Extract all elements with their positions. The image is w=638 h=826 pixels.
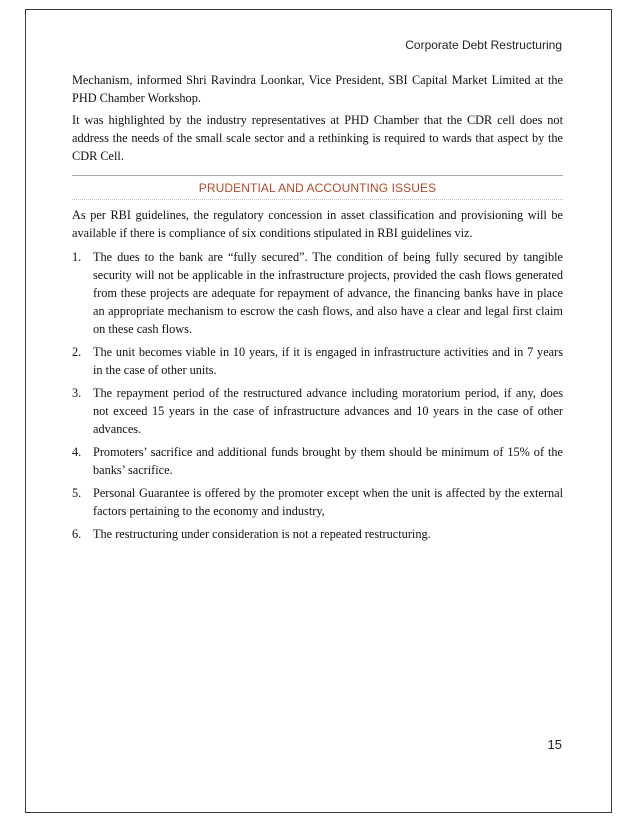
list-item-text: Promoters’ sacrifice and additional funds brought by them should be minimum of 15% of the banks’ sacrifice. [93, 445, 563, 477]
list-item-number: 1. [72, 250, 82, 264]
list-item-number: 3. [72, 386, 82, 400]
running-header: Corporate Debt Restructuring [405, 38, 562, 52]
list-item-number: 5. [72, 486, 82, 500]
list-item-text: The dues to the bank are “fully secured”. The condition of being fully secured by tangible security will not be applicable in the infrastructure projects, provided the cash flows generated from these projects are adequate for repayment of advance, the financing banks have in place an appropriate mechanism to escrow the cash flows, and also have a clear and legal first claim on these cash flows. [93, 250, 563, 336]
list-item-text: The restructuring under consideration is not a repeated restructuring. [93, 527, 431, 541]
list-item-number: 6. [72, 527, 82, 541]
list-item [72, 525, 563, 543]
list-item [72, 384, 563, 438]
list-item [72, 443, 563, 479]
list-item-text: Personal Guarantee is offered by the promoter except when the unit is affected by the external factors pertaining to the economy and industry, [93, 486, 563, 518]
list-item [72, 343, 563, 379]
section-heading: PRUDENTIAL AND ACCOUNTING ISSUES [72, 175, 563, 200]
list-item-text: The unit becomes viable in 10 years, if it is engaged in infrastructure activities and in 7 years in the case of other units. [93, 345, 563, 377]
list-item-number: 2. [72, 345, 82, 359]
conditions-list [72, 248, 563, 543]
paragraph-phd-chamber: It was highlighted by the industry representatives at PHD Chamber that the CDR cell does not address the needs of the small scale sector and a rethinking is required to wards that aspect by the CDR Cell. [72, 113, 563, 163]
list-item [72, 484, 563, 520]
list-item-number: 4. [72, 445, 82, 459]
section-intro: As per RBI guidelines, the regulatory concession in asset classification and provisioning will be available if there is compliance of six conditions stipulated in RBI guidelines viz. [72, 208, 563, 240]
page-number: 15 [547, 737, 562, 752]
document-body [72, 71, 563, 548]
list-item-text: The repayment period of the restructured advance including moratorium period, if any, does not exceed 15 years in the case of infrastructure advances and 10 years in the case of other advances. [93, 386, 563, 436]
list-item [72, 248, 563, 338]
paragraph-continuation: Mechanism, informed Shri Ravindra Loonkar, Vice President, SBI Capital Market Limited at the PHD Chamber Workshop. [72, 73, 563, 105]
